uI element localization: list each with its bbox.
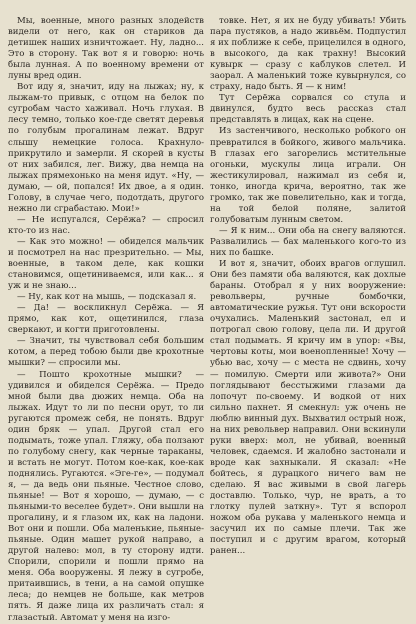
paragraph: Мы, военные, много разных злодейств видели от него, как он стариков да детишек наших изничтожает. Ну, ладно... Это в сторону. Так вот я и говорю: ночь была лунная. А по военному времени от луны вред один.	[8, 16, 204, 82]
paragraph: — Ну, как кот на мышь, — подсказал я.	[17, 292, 197, 303]
paragraph: — Да! — воскликнул Серёжа. — Я прямо, как кот, ощетинился, глаза сверкают, и когти приготовлены.	[8, 303, 204, 336]
left-column	[8, 16, 204, 623]
paragraph: — Я к ним... Они оба на снегу валяются. Развалились — бах маленького кого-то из них по башке.	[210, 225, 406, 258]
paragraph: Вот иду я, значит, иду на лыжах; ну, к лыжам-то привык, с отцом на белок по сугробам часто хаживал. Ночь глухая. В лесу темно, только кое-где светят деревья по голубым прогалинам лежат. Вдруг слышу немецкие голоса. Крахнуло-прикрутило и замерли. Я скорей в кусты от них забился, лег. Вижу, два немца на лыжах прямехонько на меня идут. «Ну, — думаю, — ой, попался! Их двое, а я один. Голову, в случае чего, подотдать, другого нежно ли сграбастаю. Мои!»	[8, 82, 204, 214]
paragraph: Тут Серёжа сорвался со стула и двинулся, будто весь рассказ стал представлять в лицах, как на сцене.	[210, 93, 406, 126]
paragraph: И вот я, значит, обоих врагов оглушил. Они без памяти оба валяются, как дохлые бараны. Отобрал я у них вооружение: револьверы, ручные бомбочки, автоматические ружья. Тут они вскорости очухались. Маленький застонал, ел и потрогал свою голову, цела ли. И другой стал подымать. Я кричу им в упор: «Вы, чертовы коты, мои военопленные! Хочу — убью вас, хочу — с места не сдвинь, хочу — помилую. Смерти или живота?» Они поглядывают бесстыжими глазами да лопочут по-своему. И водкой от них сильно пахнет. Я смекнул: уж очень не люблю винный дух. Выхватил острый нож, на них револьвер направил. Они вскинули руки вверх: мол, не убивай, военный человек, сдаемся. И жалобно застонали и вроде как захныкали. Я сказал: «Не бойтесь, я дурацкого ничего вам не сделаю. Я вас живыми в свой лагерь доставлю. Только, чур, не врать, а то глотку пулей заткну». Тут я вспорол ножом оба рукава у маленького немца и засучил их по самые плечи. Так же поступил и с другим врагом, который ранен...	[210, 259, 406, 557]
paragraph: — Значит, ты чувствовал себя большим котом, а перед тобою были две крохотные мышки? — спросили мы.	[8, 336, 204, 369]
paragraph: — Не испугался, Серёжа? — спросил кто-то из нас.	[8, 214, 204, 236]
paragraph: товке. Нет, я их не буду убивать! Убить пара пустяков, а надо живьём. Подпустил я их поближе к себе, прицелился в одного, в высокого, да как трахну! Высокий кувырк — сразу с каблуков слетел. И заорал. А маленький тоже кувырнулся, со страху, надо быть. Я — к ним!	[210, 16, 406, 93]
paragraph: — Как это можно! — обиделся мальчик и посмотрел на нас презрительно. — Мы, военные, в таком деле, как кошки становимся, ощетиниваемся, или как... я уж и не знаю...	[8, 236, 204, 292]
right-column	[210, 16, 406, 557]
paragraph: — Пошто крохотные мышки? — удивился и обиделся Серёжа. — Предо мной были два дюжих немца. Оба на лыжах. Идут то ли по песни орут, то ли ругаются промеж себя, не понять. Вдруг один бряк — упал. Другой стал его подымать, тоже упал. Гляжу, оба ползают по голубому снегу, как черные тараканы, и встать не могут. Потом кое-как, кое-как поднялись. Ругаются. «Эге-ге», — подумал я, — да ведь они пьяные. Честное слово, пьяные! — Вот я хорошо, — думаю, — с пьяными-то веселее будет». Они вышли на прогалину, и я глазом их, как на ладони. Вот они и пошли. Оба маленькие, пьяные-пьяные. Один машет рукой направо, а другой налево: мол, в ту сторону идти. Спорили, спорили и пошли прямо на меня. Оба вооружены. Я лежу в сугробе, притаившись, в тени, а на самой опушке леса; до немцев не больше, как метров пять. Я даже лица их различать стал: я глазастый. Автомат у меня на изго-	[8, 369, 204, 623]
paragraph: Из застенчивого, несколько робкого он превратился в бойкого, живого мальчика. В глазах его загорелись мстительные огоньки, мускулы лица играли. Он жестикулировал, нажимал из себя и, тонко, иногда крича, вероятно, так же громко, так же повелительно, как и тогда, на той белой поляне, залитой голубоватым лунным светом.	[210, 126, 406, 225]
